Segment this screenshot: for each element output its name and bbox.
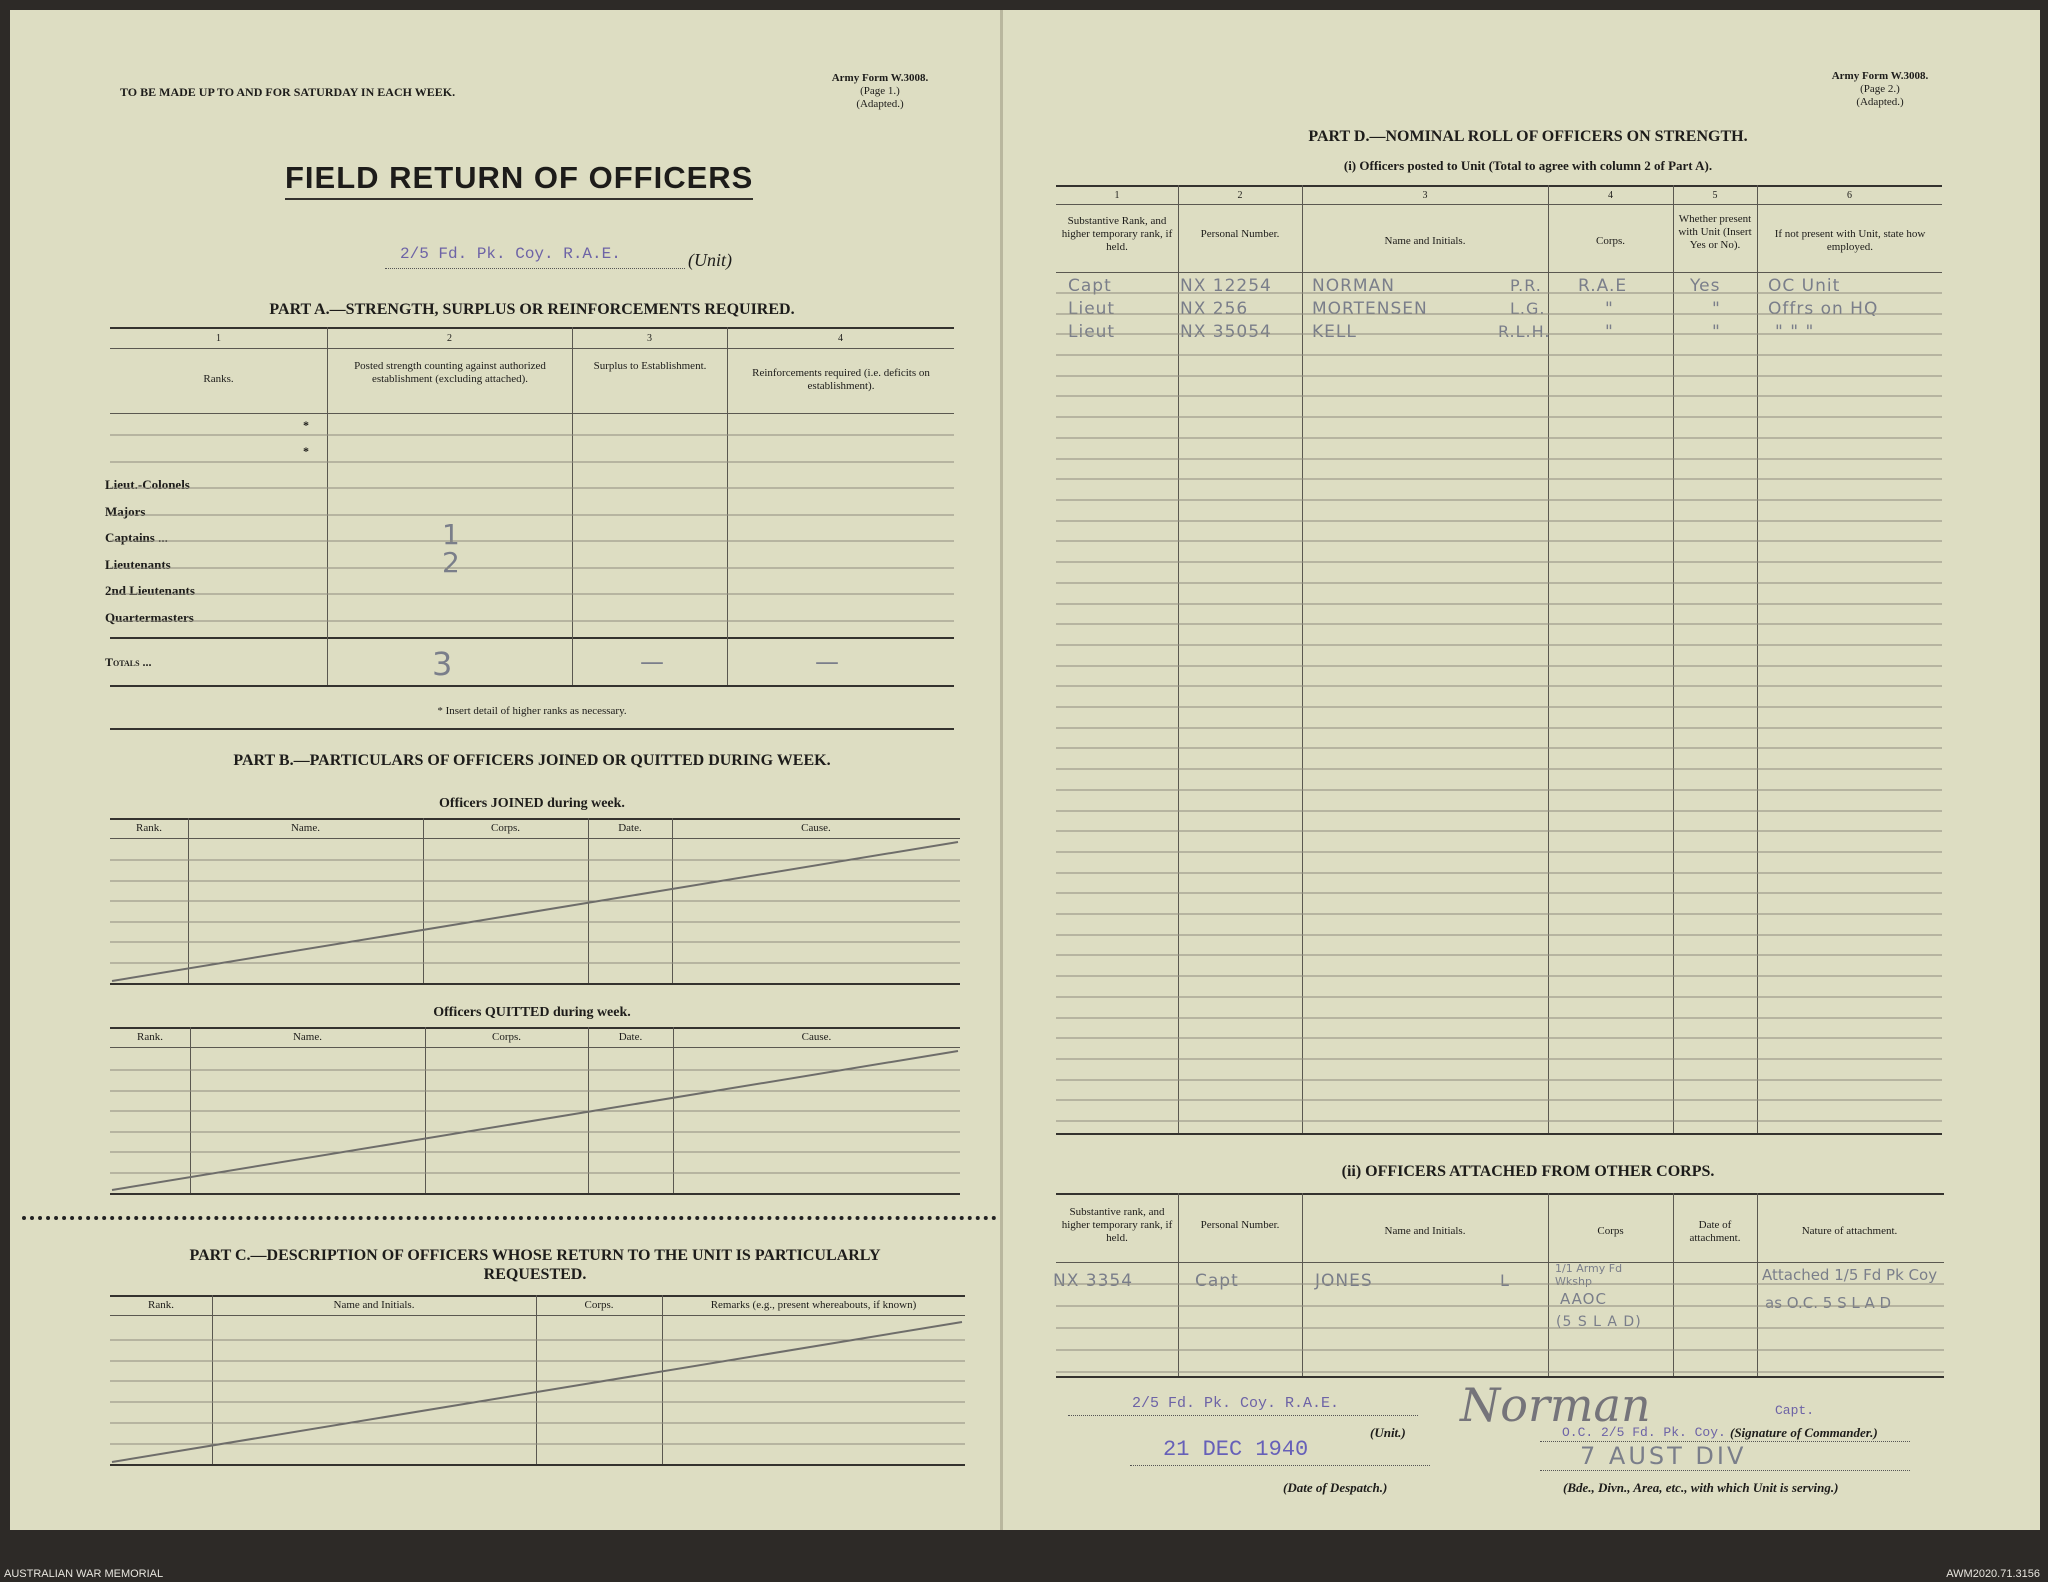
page-title: FIELD RETURN OF OFFICERS <box>285 160 753 200</box>
roll-2-present: " <box>1712 299 1721 319</box>
roll-3-rank: Lieut <box>1068 322 1116 342</box>
part-b-heading: PART B.—PARTICULARS OF OFFICERS JOINED OR QUITTED DURING WEEK. <box>233 752 831 769</box>
joined-col-name: Name. <box>290 822 320 834</box>
part-c-col-rank: Rank. <box>148 1299 174 1311</box>
roll-2-name: MORTENSEN <box>1312 299 1428 319</box>
unit-stamp-signature: 2/5 Fd. Pk. Coy. R.A.E. <box>1132 1395 1340 1412</box>
att-col-name: Name and Initials. <box>1384 1225 1466 1237</box>
rank-row-star-1: * <box>303 418 309 432</box>
col-num-3: 3 <box>647 333 652 344</box>
roll-1-initials: P.R. <box>1510 276 1542 295</box>
d-col-header-number: Personal Number. <box>1200 228 1280 240</box>
unit-label-signature: (Unit.) <box>1370 1425 1406 1440</box>
roll-3-name: KELL <box>1312 322 1357 342</box>
part-d-heading: PART D.—NOMINAL ROLL OF OFFICERS ON STRENGTH. <box>1308 128 1748 145</box>
joined-col-date: Date. <box>618 822 642 834</box>
d-col-header-present: Whether present with Unit (Insert Yes or No). <box>1678 213 1752 251</box>
att-1-nature-2: as O.C. 5 S L A D <box>1765 1294 1892 1312</box>
rank-lieutenants: Lieutenants <box>105 557 171 572</box>
part-d-sub-i: (i) Officers posted to Unit (Total to agree with column 2 of Part A). <box>1343 158 1713 173</box>
d-col-num-6: 6 <box>1847 190 1852 201</box>
footer-institution: AUSTRALIAN WAR MEMORIAL <box>4 1568 164 1580</box>
att-col-nature: Nature of attachment. <box>1801 1225 1898 1237</box>
att-1-initials: L <box>1500 1271 1510 1290</box>
roll-3-employed: " " " <box>1775 322 1815 342</box>
unit-stamp: 2/5 Fd. Pk. Coy. R.A.E. <box>400 245 621 263</box>
roll-1-employed: OC Unit <box>1768 276 1841 296</box>
quitted-col-corps: Corps. <box>491 1031 522 1043</box>
rank-quartermasters: Quartermasters <box>105 610 194 625</box>
col-num-4: 4 <box>838 333 843 344</box>
total-strength: 3 <box>432 645 454 683</box>
col-header-surplus: Surplus to Establishment. <box>593 360 707 372</box>
att-1-nature-1: Attached 1/5 Fd Pk Coy <box>1762 1266 1938 1284</box>
roll-2-rank: Lieut <box>1068 299 1116 319</box>
d-col-num-4: 4 <box>1608 190 1613 201</box>
att-1-corps-aaoc: AAOC <box>1560 1290 1607 1308</box>
quitted-col-cause: Cause. <box>801 1031 832 1043</box>
formation-handwritten: 7 AUST DIV <box>1580 1442 1747 1470</box>
rank-majors: Majors <box>105 504 146 519</box>
joined-col-rank: Rank. <box>136 822 162 834</box>
d-col-num-2: 2 <box>1237 190 1243 201</box>
totals-label: Totals ... <box>105 655 152 669</box>
army-form-number: Army Form W.3008. <box>831 72 929 84</box>
att-col-corps: Corps <box>1597 1225 1624 1237</box>
d-col-num-1: 1 <box>1114 190 1120 201</box>
rank-lieut-colonels: Lieut.-Colonels <box>105 477 190 492</box>
oc-stamp: O.C. 2/5 Fd. Pk. Coy. <box>1562 1425 1726 1440</box>
d-col-num-5: 5 <box>1712 190 1718 201</box>
roll-1-number: NX 12254 <box>1180 276 1272 296</box>
roll-1-present: Yes <box>1690 276 1721 296</box>
rank-capt-stamp: Capt. <box>1775 1403 1815 1418</box>
part-c-col-remarks: Remarks (e.g., present whereabouts, if known) <box>710 1299 917 1311</box>
part-a-heading: PART A.—STRENGTH, SURPLUS OR REINFORCEMENTS REQUIRED. <box>269 301 795 318</box>
att-1-rank: Capt <box>1195 1271 1239 1291</box>
part-c-col-name: Name and Initials. <box>333 1299 415 1311</box>
quitted-col-date: Date. <box>618 1031 643 1043</box>
date-stamp: 21 DEC 1940 <box>1163 1437 1309 1462</box>
att-col-number: Personal Number. <box>1200 1219 1280 1231</box>
army-form-adapted-p2: (Adapted.) <box>1856 96 1904 108</box>
roll-2-initials: L.G. <box>1510 299 1546 318</box>
roll-3-present: " <box>1712 322 1721 342</box>
commander-signature: Norman <box>1460 1378 1651 1432</box>
joined-title: Officers JOINED during week. <box>439 796 625 811</box>
part-c-heading: PART C.—DESCRIPTION OF OFFICERS WHOSE RETURN TO THE UNIT IS PARTICULARLY REQUESTED. <box>189 1247 881 1283</box>
roll-2-number: NX 256 <box>1180 299 1249 319</box>
army-form-adapted: (Adapted.) <box>856 98 904 110</box>
d-col-header-employed: If not present with Unit, state how employed. <box>1774 228 1926 253</box>
roll-1-corps: R.A.E <box>1578 276 1628 296</box>
d-col-header-name: Name and Initials. <box>1384 235 1466 247</box>
rank-captains: Captains ... <box>105 530 168 545</box>
army-form-page: (Page 1.) <box>860 85 900 97</box>
d-col-num-3: 3 <box>1422 190 1428 201</box>
quitted-col-rank: Rank. <box>137 1031 163 1043</box>
col-header-posted-strength: Posted strength counting against authorized establishment (excluding attached). <box>354 360 546 385</box>
col-num-1: 1 <box>216 333 221 344</box>
att-col-date: Date of attachment. <box>1689 1219 1741 1244</box>
att-col-rank: Substantive rank, and higher temporary rank, if held. <box>1061 1206 1173 1244</box>
signature-label: (Signature of Commander.) <box>1730 1425 1878 1440</box>
d-col-header-corps: Corps. <box>1595 235 1626 247</box>
header-instruction: TO BE MADE UP TO AND FOR SATURDAY IN EACH WEEK. <box>120 85 456 99</box>
roll-1-name: NORMAN <box>1312 276 1395 296</box>
formation-label: (Bde., Divn., Area, etc., with which Unit is serving.) <box>1563 1480 1839 1495</box>
army-form-page-p2: (Page 2.) <box>1860 83 1900 95</box>
col-num-2: 2 <box>447 333 452 344</box>
lieutenants-strength: 2 <box>442 546 461 579</box>
date-label: (Date of Despatch.) <box>1283 1480 1388 1495</box>
col-header-reinforcements: Reinforcements required (i.e. deficits on establishment). <box>752 367 930 392</box>
captains-strength: 1 <box>442 518 461 551</box>
att-1-corps: 1/1 Army Fd Wkshp <box>1555 1262 1623 1288</box>
roll-2-corps: " <box>1605 299 1614 319</box>
att-1-number: NX 3354 <box>1053 1271 1134 1291</box>
rank-2nd-lieutenants: 2nd Lieutenants <box>105 583 195 598</box>
joined-col-corps: Corps. <box>490 822 521 834</box>
roll-3-corps: " <box>1605 322 1614 342</box>
col-header-ranks: Ranks. <box>203 373 234 385</box>
footer-accession: AWM2020.71.3156 <box>1946 1568 2040 1580</box>
total-surplus: — <box>640 648 665 676</box>
total-reinforcements: — <box>815 648 840 676</box>
quitted-title: Officers QUITTED during week. <box>433 1005 631 1020</box>
army-form-number-p2: Army Form W.3008. <box>1831 70 1929 82</box>
unit-label: (Unit) <box>688 250 732 270</box>
rank-row-star-2: * <box>303 444 309 458</box>
part-a-footnote: * Insert detail of higher ranks as necessary. <box>437 705 627 717</box>
joined-col-cause: Cause. <box>801 822 831 834</box>
att-1-name: JONES <box>1315 1271 1373 1291</box>
roll-3-number: NX 35054 <box>1180 322 1272 342</box>
att-1-corps-unit: (5 S L A D) <box>1556 1314 1642 1330</box>
roll-2-employed: Offrs on HQ <box>1768 299 1879 319</box>
part-c-col-corps: Corps. <box>584 1299 614 1311</box>
roll-3-initials: R.L.H. <box>1498 322 1551 341</box>
part-d-sub-ii: (ii) OFFICERS ATTACHED FROM OTHER CORPS. <box>1341 1163 1715 1180</box>
d-col-header-rank: Substantive Rank, and higher temporary rank, if held. <box>1061 215 1173 253</box>
roll-1-rank: Capt <box>1068 276 1112 296</box>
quitted-col-name: Name. <box>292 1031 322 1043</box>
